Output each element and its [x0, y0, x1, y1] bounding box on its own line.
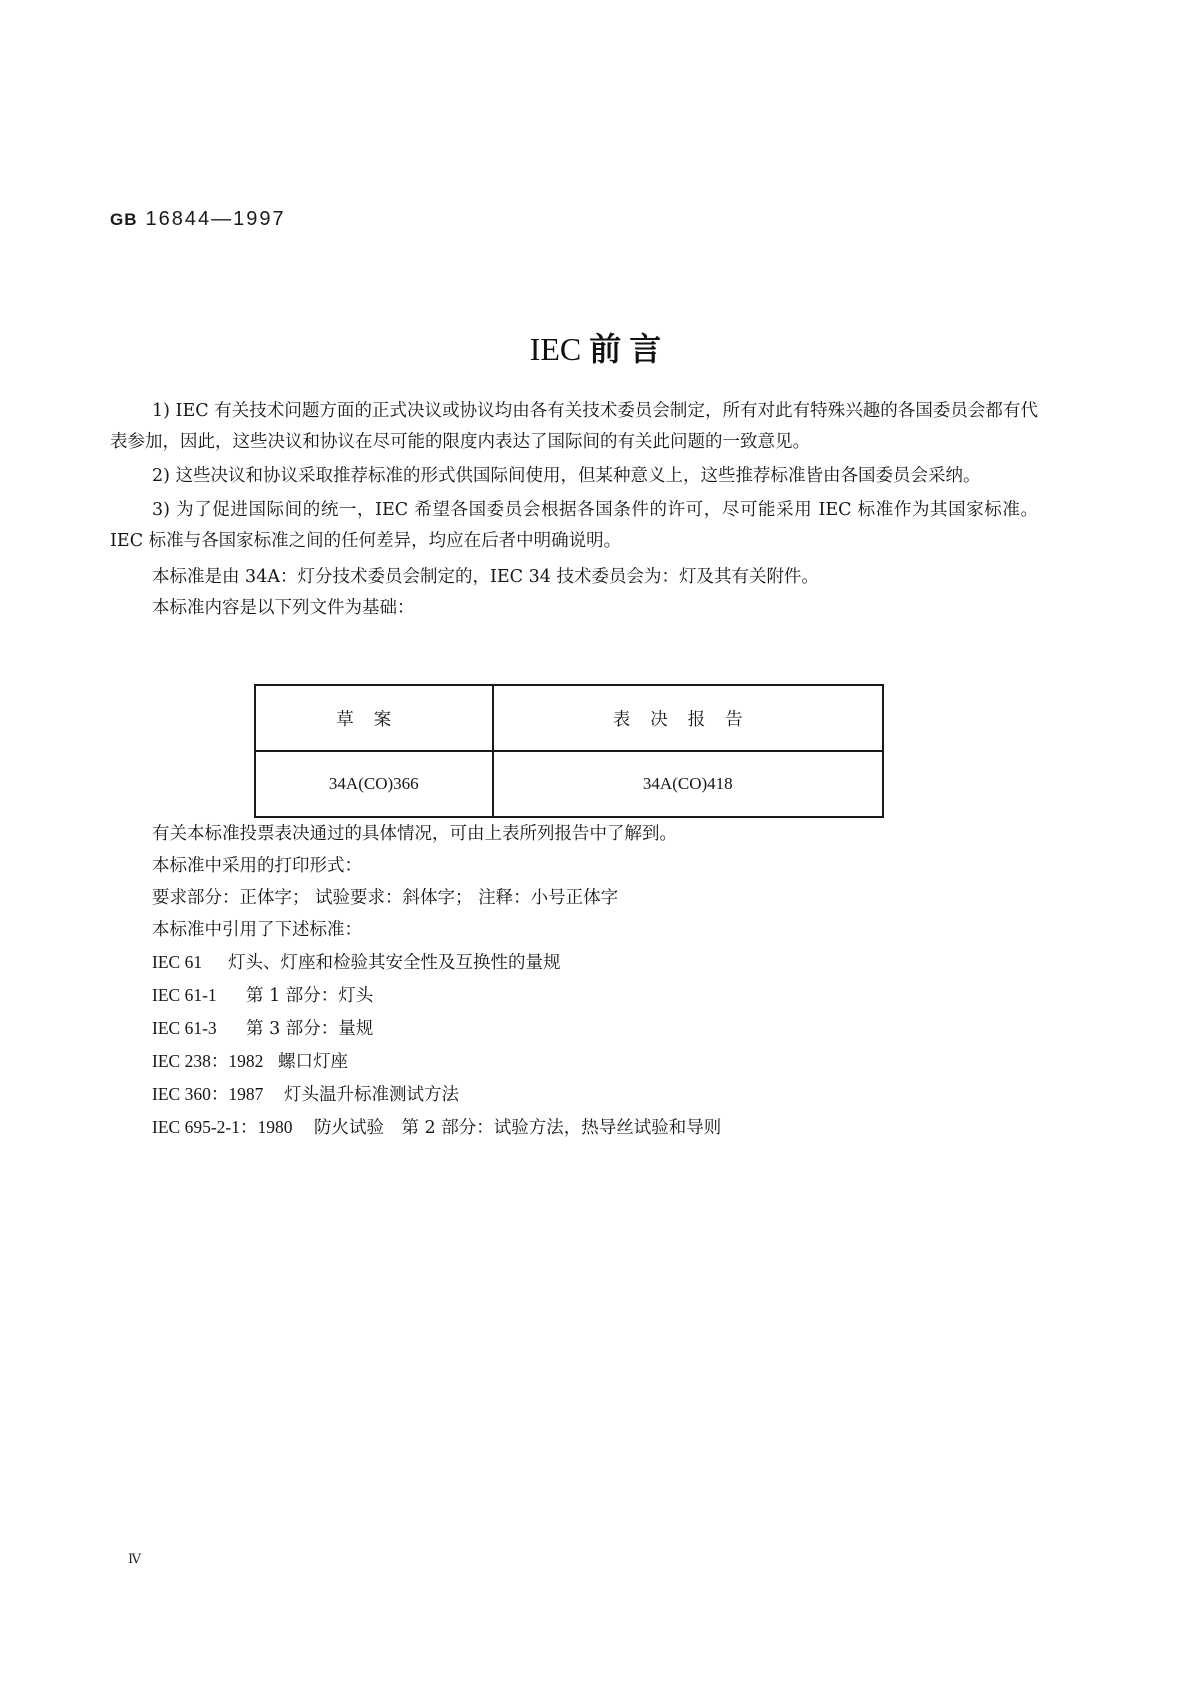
reference-item — [152, 1111, 721, 1144]
title-cjk: 前 言 — [589, 331, 662, 367]
reference-code: IEC 360：1987 — [152, 1084, 264, 1104]
reference-title: 灯头温升标准测试方法 — [284, 1085, 459, 1105]
paragraph-3: 3) 为了促进国际间的统一，IEC 希望各国委员会根据各国条件的许可，尽可能采用 IEC 标准作为其国家标准。IEC 标准与各国家标准之间的任何差异，均应在后者中明确说明。 — [110, 500, 1038, 551]
title-latin: IEC — [529, 331, 582, 367]
page-title — [0, 324, 1191, 370]
reference-code: IEC 238：1982 — [152, 1051, 264, 1071]
reference-title: 第 3 部分：量规 — [246, 1019, 374, 1039]
reference-item — [152, 1012, 721, 1045]
reference-code: IEC 695-2-1：1980 — [152, 1117, 293, 1137]
page-number: Ⅳ — [128, 1551, 141, 1566]
reference-code: IEC 61-1 — [152, 985, 217, 1005]
reference-title: 第 1 部分：灯头 — [246, 986, 374, 1006]
table-header-draft: 草案 — [255, 685, 493, 751]
standard-number: 16844—1997 — [145, 208, 286, 230]
print-forms-heading: 本标准中采用的打印形式： — [152, 856, 362, 876]
basis-line: 本标准内容是以下列文件为基础： — [152, 598, 415, 618]
reference-title: 灯头、灯座和检验其安全性及互换性的量规 — [228, 953, 561, 973]
reference-code: IEC 61-3 — [152, 1018, 217, 1038]
table-row — [255, 751, 883, 817]
table-cell-vote-report: 34A(CO)418 — [493, 751, 883, 817]
paragraph-1: 1) IEC 有关技术问题方面的正式决议或协议均由各有关技术委员会制定，所有对此有特殊兴趣的各国委员会都有代表参加，因此，这些决议和协议在尽可能的限度内表达了国际间的有关此问题的一致意见。 — [110, 401, 1038, 452]
voting-info-line: 有关本标准投票表决通过的具体情况，可由上表所列报告中了解到。 — [152, 824, 677, 844]
reference-code: IEC 61 — [152, 952, 203, 972]
table-header-row — [255, 685, 883, 751]
reference-item — [152, 946, 721, 979]
standard-header — [110, 208, 286, 231]
reference-title: 螺口灯座 — [278, 1052, 348, 1072]
table-cell-draft: 34A(CO)366 — [255, 751, 493, 817]
post-table-text — [152, 818, 721, 1144]
reference-item — [152, 1078, 721, 1111]
committee-line: 本标准是由 34A：灯分技术委员会制定的，IEC 34 技术委员会为：灯及其有关附件。 — [152, 567, 819, 587]
print-forms-line: 要求部分：正体字； 试验要求：斜体字； 注释：小号正体字 — [152, 888, 619, 908]
table-header-vote-report: 表决报告 — [493, 685, 883, 751]
reference-title: 防火试验 第 2 部分：试验方法，热导丝试验和导则 — [314, 1118, 722, 1138]
references-heading: 本标准中引用了下述标准： — [152, 920, 362, 940]
documents-table — [254, 684, 884, 818]
standard-prefix: GB — [110, 210, 138, 229]
paragraph-2: 2) 这些决议和协议采取推荐标准的形式供国际间使用，但某种意义上，这些推荐标准皆由各国委员会采纳。 — [152, 466, 981, 486]
reference-item — [152, 979, 721, 1012]
body-text — [110, 396, 1038, 624]
reference-item — [152, 1045, 721, 1078]
